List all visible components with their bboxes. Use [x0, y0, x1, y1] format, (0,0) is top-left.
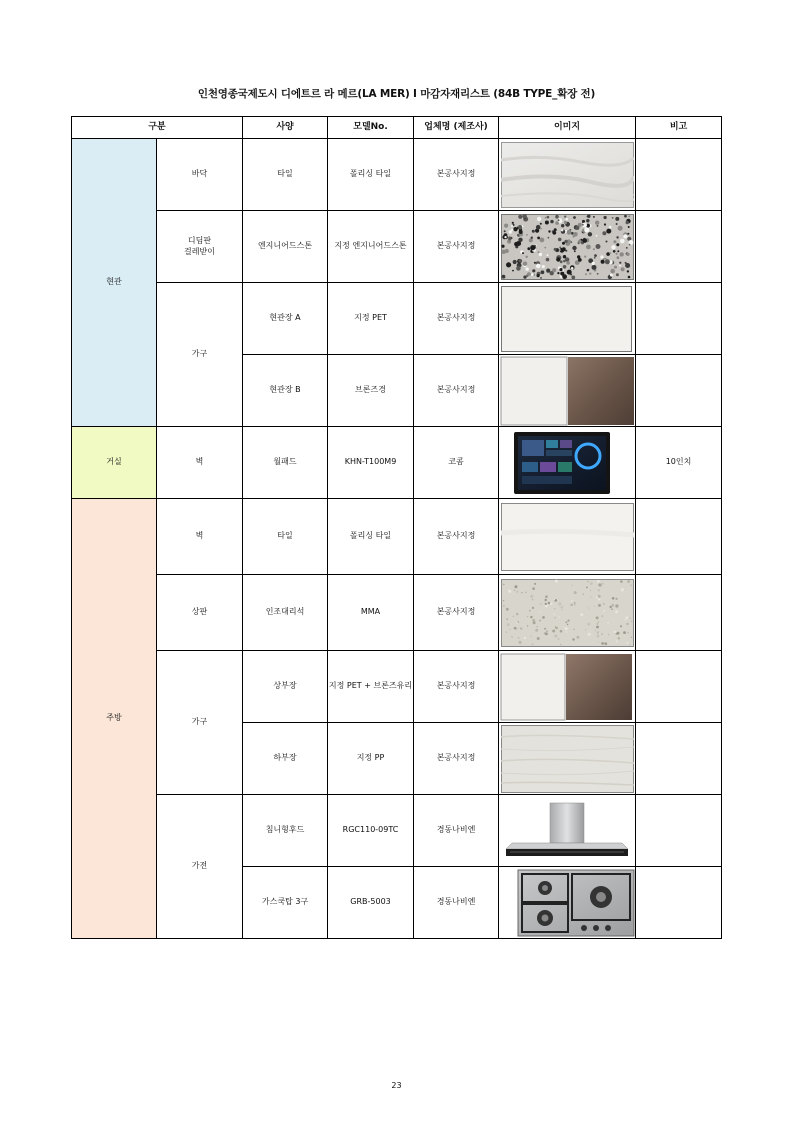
- cell-maker: 경동나비엔: [414, 867, 499, 939]
- section-living: 거실: [72, 427, 157, 499]
- material-image-white-and-bronze-panel: [499, 355, 636, 427]
- table-row: [72, 651, 722, 723]
- table-row: [72, 795, 722, 867]
- cell-maker: 본공사지정: [414, 651, 499, 723]
- material-image-gas-cooktop: [499, 867, 636, 939]
- section-entrance: 현관: [72, 139, 157, 427]
- sub-sill-baseboard: 디딤판 걸레받이: [157, 211, 243, 283]
- cell-spec: 하부장: [243, 723, 328, 795]
- cell-note: [636, 723, 722, 795]
- table-row: [72, 427, 722, 499]
- header-maker: 업체명 (제조사): [414, 117, 499, 139]
- cell-note: 10인치: [636, 427, 722, 499]
- table-row: [72, 283, 722, 355]
- table-row: [72, 575, 722, 651]
- material-image-wallpad-screen: [499, 427, 636, 499]
- cell-model: KHN-T100M9: [328, 427, 414, 499]
- page-number: 23: [391, 1081, 402, 1090]
- section-kitchen: 주방: [72, 499, 157, 939]
- cell-note: [636, 795, 722, 867]
- material-image-white-marble-tile: [499, 139, 636, 211]
- cell-spec: 현관장 A: [243, 283, 328, 355]
- cell-model: 지정 PP: [328, 723, 414, 795]
- sub-furniture-kitchen: 가구: [157, 651, 243, 795]
- material-image-chimney-hood: [499, 795, 636, 867]
- cell-maker: 본공사지정: [414, 139, 499, 211]
- sub-furniture-entrance: 가구: [157, 283, 243, 427]
- material-image-speckled-granite: [499, 211, 636, 283]
- table-header-row: [72, 117, 722, 139]
- cell-model: MMA: [328, 575, 414, 651]
- cell-model: RGC110-09TC: [328, 795, 414, 867]
- cell-model: 폴리싱 타일: [328, 499, 414, 575]
- finish-material-table: [71, 116, 722, 939]
- cell-maker: 본공사지정: [414, 499, 499, 575]
- cell-maker: 경동나비엔: [414, 795, 499, 867]
- cell-maker: 본공사지정: [414, 283, 499, 355]
- cell-maker: 본공사지정: [414, 575, 499, 651]
- cell-model: 폴리싱 타일: [328, 139, 414, 211]
- cell-spec: 타일: [243, 139, 328, 211]
- material-image-white-panel: [499, 283, 636, 355]
- header-spec: 사양: [243, 117, 328, 139]
- sub-floor: 바닥: [157, 139, 243, 211]
- cell-model: GRB-5003: [328, 867, 414, 939]
- cell-note: [636, 575, 722, 651]
- sub-wall-kitchen: 벽: [157, 499, 243, 575]
- cell-note: [636, 499, 722, 575]
- material-image-white-tile: [499, 499, 636, 575]
- sub-wall-living: 벽: [157, 427, 243, 499]
- cell-maker: 본공사지정: [414, 211, 499, 283]
- cell-maker: 본공사지정: [414, 355, 499, 427]
- header-image: 이미지: [499, 117, 636, 139]
- page-title: 인천영종국제도시 디에트르 라 메르(LA MER) I 마감자재리스트 (84B TYPE_확장 전): [197, 88, 596, 100]
- table-row: [72, 139, 722, 211]
- header-model: 모델No.: [328, 117, 414, 139]
- cell-spec: 월패드: [243, 427, 328, 499]
- cell-note: [636, 651, 722, 723]
- cell-spec: 가스쿡탑 3구: [243, 867, 328, 939]
- cell-spec: 타일: [243, 499, 328, 575]
- cell-spec: 현관장 B: [243, 355, 328, 427]
- table-row: [72, 499, 722, 575]
- cell-spec: 엔지니어드스톤: [243, 211, 328, 283]
- header-note: 비고: [636, 117, 722, 139]
- cell-model: 지정 PET + 브론즈유리: [328, 651, 414, 723]
- cell-note: [636, 211, 722, 283]
- cell-note: [636, 139, 722, 211]
- cell-note: [636, 355, 722, 427]
- cell-spec: 상부장: [243, 651, 328, 723]
- cell-note: [636, 867, 722, 939]
- cell-model: 브론즈경: [328, 355, 414, 427]
- table-row: [72, 211, 722, 283]
- cell-maker: 본공사지정: [414, 723, 499, 795]
- material-image-terrazzo-stone: [499, 575, 636, 651]
- sub-appliance: 가전: [157, 795, 243, 939]
- cell-maker: 코콤: [414, 427, 499, 499]
- cell-spec: 인조대리석: [243, 575, 328, 651]
- cell-model: 지정 PET: [328, 283, 414, 355]
- cell-note: [636, 283, 722, 355]
- sub-countertop: 상판: [157, 575, 243, 651]
- cell-model: 지정 엔지니어드스톤: [328, 211, 414, 283]
- material-image-white-and-bronze-panel: [499, 651, 636, 723]
- material-image-light-wood-grain: [499, 723, 636, 795]
- header-category: 구분: [72, 117, 243, 139]
- cell-spec: 침니형후드: [243, 795, 328, 867]
